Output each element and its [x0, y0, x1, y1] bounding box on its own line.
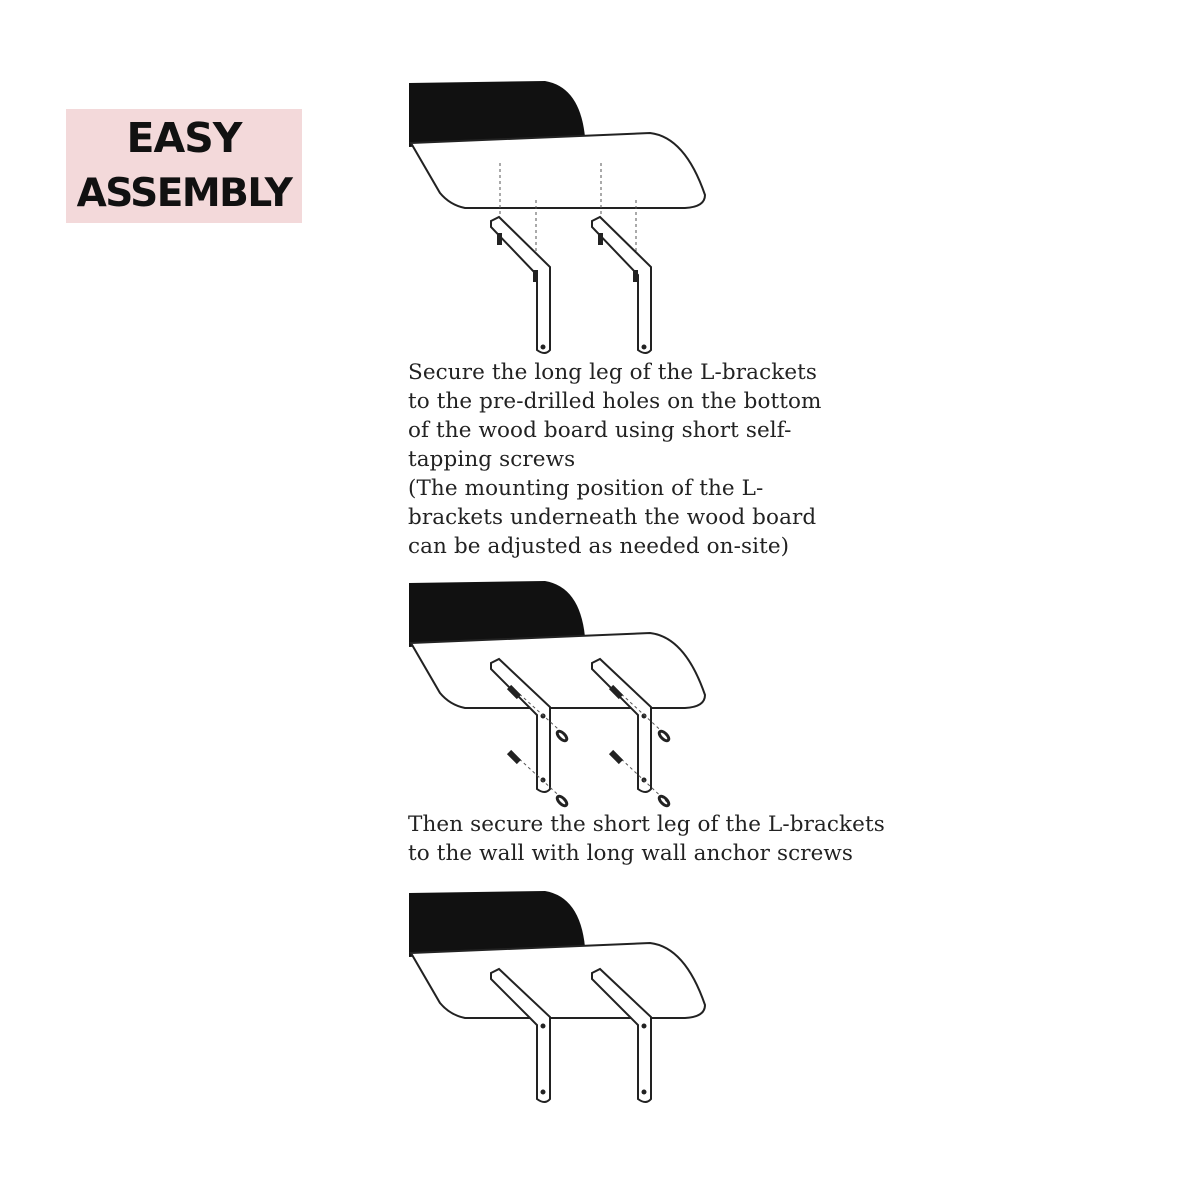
caption-line: can be adjusted as needed on-site) — [408, 534, 790, 559]
step1-caption — [408, 358, 822, 561]
caption-line: Secure the long leg of the L-brackets — [408, 360, 818, 385]
easy-assembly-badge — [66, 109, 302, 223]
caption-line: of the wood board using short self- — [408, 418, 792, 443]
wall-anchor-icon — [556, 730, 671, 808]
caption-line: Then secure the short leg of the L-brackets — [408, 812, 885, 837]
shelf-board-icon — [411, 133, 705, 208]
caption-line: tapping screws — [408, 447, 576, 472]
step2-illustration — [395, 575, 725, 815]
step1-diagram — [395, 75, 725, 360]
step1-illustration — [395, 75, 725, 360]
caption-line: to the wall with long wall anchor screws — [408, 841, 854, 866]
caption-line: brackets underneath the wood board — [408, 505, 817, 530]
badge-line-1: EASY — [126, 114, 242, 162]
caption-line: (The mounting position of the L- — [408, 476, 764, 501]
step3-diagram — [395, 885, 725, 1115]
step2-caption — [408, 810, 885, 868]
step2-diagram — [395, 575, 725, 815]
caption-line: to the pre-drilled holes on the bottom — [408, 389, 822, 414]
step3-illustration — [395, 885, 725, 1115]
shelf-board-icon — [411, 633, 705, 708]
badge-line-2: ASSEMBLY — [76, 171, 292, 216]
shelf-board-icon — [411, 943, 705, 1018]
